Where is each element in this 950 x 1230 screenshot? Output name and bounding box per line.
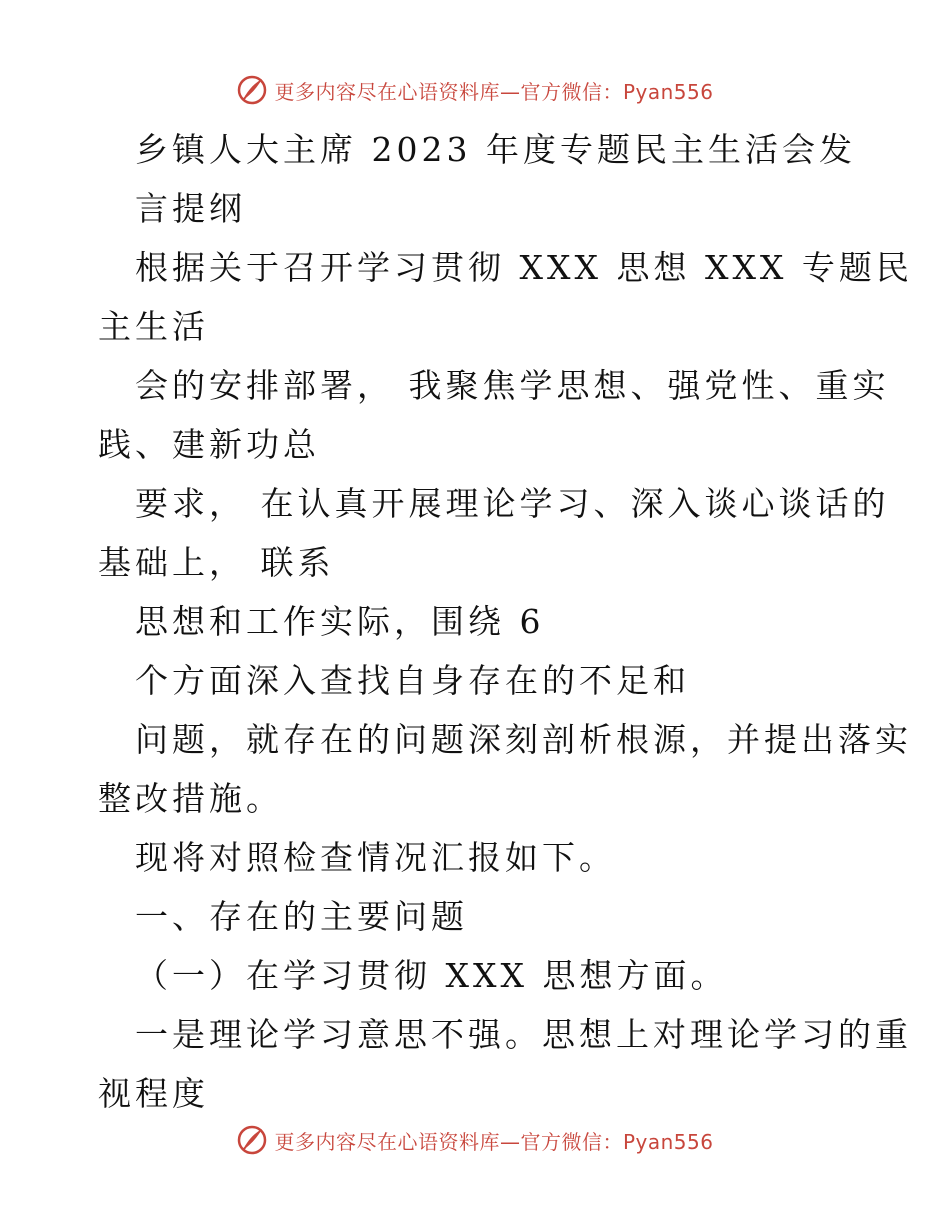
footer-watermark-banner (0, 1120, 950, 1160)
document-line: 言提纲 (135, 189, 246, 228)
document-line: 视程度 (98, 1074, 209, 1113)
banner-text: 更多内容尽在心语资料库—官方微信：Pyan556 (274, 79, 714, 104)
document-line: 要求， 在认真开展理论学习、深入谈心谈话的 (135, 484, 890, 523)
document-line: （一）在学习贯彻 XXX 思想方面。 (135, 956, 728, 995)
document-line: 整改措施。 (98, 779, 283, 818)
banner-text: 更多内容尽在心语资料库—官方微信：Pyan556 (274, 1129, 714, 1154)
document-line: 践、建新功总 (98, 425, 320, 464)
document-body (98, 120, 913, 1123)
document-line: 基础上， 联系 (98, 543, 335, 582)
document-line: 问题，就存在的问题深刻剖析根源，并提出落实 (135, 720, 912, 759)
document-line: 根据关于召开学习贯彻 XXX 思想 XXX 专题民 (135, 248, 913, 287)
document-line: 乡镇人大主席 2023 年度专题民主生活会发 (135, 130, 856, 169)
header-watermark-banner (0, 70, 950, 110)
document-line: 思想和工作实际，围绕 6 (135, 602, 545, 641)
document-line: 一、存在的主要问题 (135, 897, 468, 936)
quill-logo-icon (236, 1124, 268, 1156)
document-line: 会的安排部署， 我聚焦学思想、强党性、重实 (135, 366, 890, 405)
document-line: 现将对照检查情况汇报如下。 (135, 838, 616, 877)
document-line: 主生活 (98, 307, 209, 346)
document-line: 一是理论学习意思不强。思想上对理论学习的重 (135, 1015, 912, 1054)
document-line: 个方面深入查找自身存在的不足和 (135, 661, 690, 700)
quill-logo-icon (236, 74, 268, 106)
